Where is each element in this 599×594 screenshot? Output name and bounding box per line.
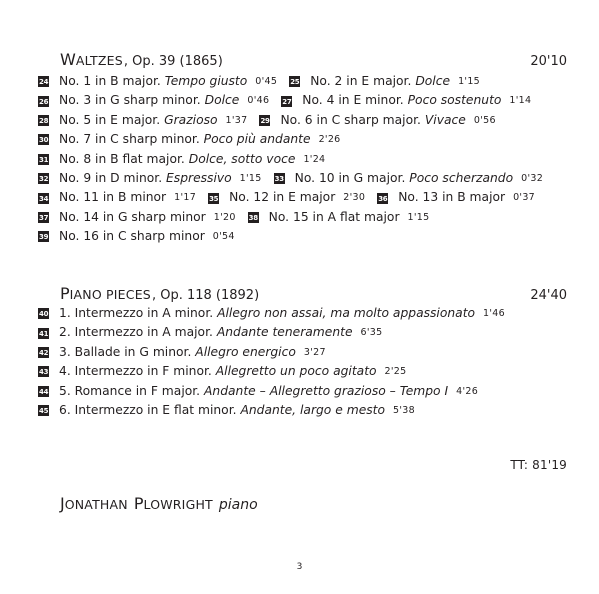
track-title: No. 1 in B major. bbox=[59, 74, 161, 88]
track-duration: 1'37 bbox=[225, 114, 248, 126]
track-entry bbox=[38, 401, 415, 420]
track-duration: 6'35 bbox=[360, 327, 383, 339]
track-duration: 0'37 bbox=[513, 192, 536, 204]
page-number: 3 bbox=[296, 562, 303, 572]
track-row bbox=[38, 111, 555, 130]
track-list-waltzes bbox=[38, 72, 555, 247]
track-number-badge: 26 bbox=[39, 97, 49, 106]
track-row bbox=[38, 343, 517, 362]
track-title: No. 13 in B major bbox=[398, 190, 506, 205]
track-title: No. 2 in E major. bbox=[310, 74, 412, 88]
track-duration: 1'15 bbox=[239, 172, 262, 184]
performer-last-rest: LOWRIGHT bbox=[143, 497, 213, 512]
track-duration: 5'38 bbox=[393, 404, 415, 416]
track-tempo-marking: Andante – Allegretto grazioso – Tempo I bbox=[204, 383, 449, 398]
track-number-badge: 42 bbox=[39, 348, 49, 357]
track-title: No. 15 in A flat major bbox=[268, 209, 400, 224]
track-title: No. 8 in B flat major. bbox=[59, 151, 185, 166]
track-number-badge: 34 bbox=[39, 194, 49, 203]
section-total-time: 24'40 bbox=[530, 288, 567, 303]
performer-last-initial: P bbox=[133, 494, 144, 513]
track-duration: 2'25 bbox=[384, 366, 407, 378]
performer-instrument: piano bbox=[218, 497, 258, 513]
track-entry bbox=[38, 111, 247, 130]
section-title-rest: ALTZES bbox=[75, 53, 123, 68]
track-title: No. 9 in D minor. bbox=[59, 170, 163, 185]
track-entry bbox=[274, 169, 543, 188]
track-title: 4. Intermezzo in F minor. bbox=[59, 364, 212, 379]
track-duration: 1'46 bbox=[483, 308, 505, 319]
track-title: 6. Intermezzo in E flat minor. bbox=[59, 402, 237, 417]
track-row bbox=[38, 362, 517, 381]
track-entry bbox=[377, 188, 535, 207]
track-duration: 0'54 bbox=[212, 231, 235, 243]
track-title: 2. Intermezzo in A major. bbox=[59, 325, 213, 340]
track-row bbox=[38, 227, 555, 246]
section-title-initial: W bbox=[60, 50, 76, 69]
track-entry bbox=[38, 208, 236, 227]
track-row bbox=[38, 150, 555, 169]
track-number-badge: 30 bbox=[39, 136, 49, 145]
track-entry bbox=[38, 362, 407, 381]
track-tempo-marking: Dolce, sotto voce bbox=[188, 151, 296, 166]
track-row bbox=[38, 382, 517, 401]
track-row bbox=[38, 72, 555, 91]
track-entry bbox=[38, 304, 505, 323]
section-opus: , Op. 118 (1892) bbox=[151, 288, 260, 303]
track-tempo-marking: Allegro energico bbox=[195, 344, 296, 359]
section-title-waltzes bbox=[60, 50, 223, 72]
track-entry bbox=[38, 169, 262, 188]
track-row bbox=[38, 169, 555, 188]
track-entry bbox=[281, 91, 531, 110]
track-entry bbox=[38, 188, 196, 207]
track-duration: 1'15 bbox=[458, 76, 481, 87]
track-title: No. 10 in G major. bbox=[294, 170, 406, 185]
track-tempo-marking: Poco sostenuto bbox=[407, 93, 502, 108]
track-number-badge: 31 bbox=[39, 155, 49, 164]
track-title: 5. Romance in F major. bbox=[59, 383, 201, 398]
track-entry bbox=[289, 72, 480, 91]
track-title: No. 7 in C sharp minor. bbox=[59, 132, 200, 147]
track-number-badge: 27 bbox=[282, 97, 292, 106]
track-tempo-marking: Espressivo bbox=[166, 170, 232, 185]
track-entry bbox=[38, 343, 326, 362]
track-number-badge: 36 bbox=[378, 194, 388, 203]
track-row bbox=[38, 91, 555, 110]
track-tempo-marking: Andante, largo e mesto bbox=[240, 402, 386, 417]
track-duration: 3'27 bbox=[303, 346, 326, 358]
track-duration: 1'24 bbox=[303, 153, 326, 165]
track-title: No. 11 in B minor bbox=[59, 190, 167, 205]
track-number-badge: 35 bbox=[209, 194, 219, 203]
track-row bbox=[38, 208, 555, 227]
section-title-piano-pieces bbox=[60, 284, 259, 306]
track-number-badge: 40 bbox=[39, 310, 49, 319]
section-title-initial: P bbox=[60, 284, 70, 303]
performer-first-initial: J bbox=[60, 494, 65, 513]
section-title-rest: IANO PIECES bbox=[69, 287, 151, 302]
track-number-badge: 32 bbox=[39, 175, 49, 184]
track-number-badge: 37 bbox=[39, 213, 49, 222]
track-entry bbox=[38, 130, 341, 149]
track-entry bbox=[38, 323, 382, 342]
track-number-badge: 41 bbox=[39, 329, 49, 338]
track-number-badge: 38 bbox=[248, 213, 258, 222]
total-running-time: TT: 81'19 bbox=[510, 458, 567, 472]
track-row bbox=[38, 188, 555, 207]
track-title: 1. Intermezzo in A minor. bbox=[59, 306, 214, 320]
track-entry bbox=[38, 227, 235, 246]
track-number-badge: 39 bbox=[39, 233, 49, 242]
track-tempo-marking: Vivace bbox=[424, 112, 466, 127]
track-row bbox=[38, 304, 517, 323]
track-entry bbox=[208, 188, 365, 207]
track-number-badge: 24 bbox=[39, 78, 49, 87]
track-list-piano-pieces bbox=[38, 304, 517, 420]
track-entry bbox=[259, 111, 495, 130]
track-entry bbox=[38, 150, 325, 169]
track-tempo-marking: Allegro non assai, ma molto appassionato bbox=[217, 306, 476, 320]
track-tempo-marking: Poco scherzando bbox=[409, 170, 514, 185]
track-title: No. 14 in G sharp minor bbox=[59, 209, 206, 224]
track-entry bbox=[38, 382, 478, 401]
track-duration: 2'30 bbox=[343, 192, 366, 204]
performer-first-rest: ONATHAN bbox=[64, 497, 128, 512]
track-row bbox=[38, 401, 517, 420]
section-total-time: 20'10 bbox=[530, 54, 567, 69]
track-tempo-marking: Dolce bbox=[415, 74, 451, 88]
track-tempo-marking: Andante teneramente bbox=[216, 325, 353, 340]
track-entry bbox=[38, 91, 269, 110]
track-tempo-marking: Poco più andante bbox=[203, 132, 311, 147]
track-title: No. 3 in G sharp minor. bbox=[59, 93, 201, 108]
track-duration: 0'56 bbox=[473, 114, 496, 126]
track-duration: 1'17 bbox=[174, 192, 197, 204]
track-number-badge: 25 bbox=[290, 78, 300, 87]
track-duration: 1'15 bbox=[407, 211, 430, 223]
track-title: No. 6 in C sharp major. bbox=[280, 112, 421, 127]
track-title: No. 16 in C sharp minor bbox=[59, 229, 205, 244]
track-entry bbox=[38, 72, 277, 91]
track-entry bbox=[248, 208, 430, 227]
track-row bbox=[38, 323, 517, 342]
track-row bbox=[38, 130, 555, 149]
track-number-badge: 43 bbox=[39, 368, 49, 377]
track-number-badge: 29 bbox=[260, 116, 270, 125]
track-duration: 1'20 bbox=[213, 211, 236, 223]
track-title: No. 5 in E major. bbox=[59, 112, 161, 127]
track-duration: 0'32 bbox=[521, 172, 544, 184]
track-duration: 2'26 bbox=[318, 134, 341, 146]
track-duration: 4'26 bbox=[456, 385, 479, 397]
track-number-badge: 45 bbox=[39, 407, 49, 416]
track-number-badge: 33 bbox=[274, 175, 284, 184]
track-tempo-marking: Tempo giusto bbox=[164, 74, 248, 88]
track-number-badge: 44 bbox=[39, 387, 49, 396]
track-title: No. 4 in E minor. bbox=[302, 93, 404, 108]
section-opus: , Op. 39 (1865) bbox=[123, 54, 223, 69]
track-tempo-marking: Allegretto un poco agitato bbox=[215, 364, 377, 379]
track-number-badge: 28 bbox=[39, 116, 49, 125]
track-tempo-marking: Grazioso bbox=[164, 112, 218, 127]
track-duration: 0'46 bbox=[247, 95, 270, 107]
track-duration: 0'45 bbox=[255, 76, 278, 87]
track-title: 3. Ballade in G minor. bbox=[59, 344, 192, 359]
track-tempo-marking: Dolce bbox=[204, 93, 240, 108]
track-duration: 1'14 bbox=[509, 95, 532, 107]
performer-credit bbox=[60, 494, 258, 513]
track-title: No. 12 in E major bbox=[229, 190, 336, 205]
